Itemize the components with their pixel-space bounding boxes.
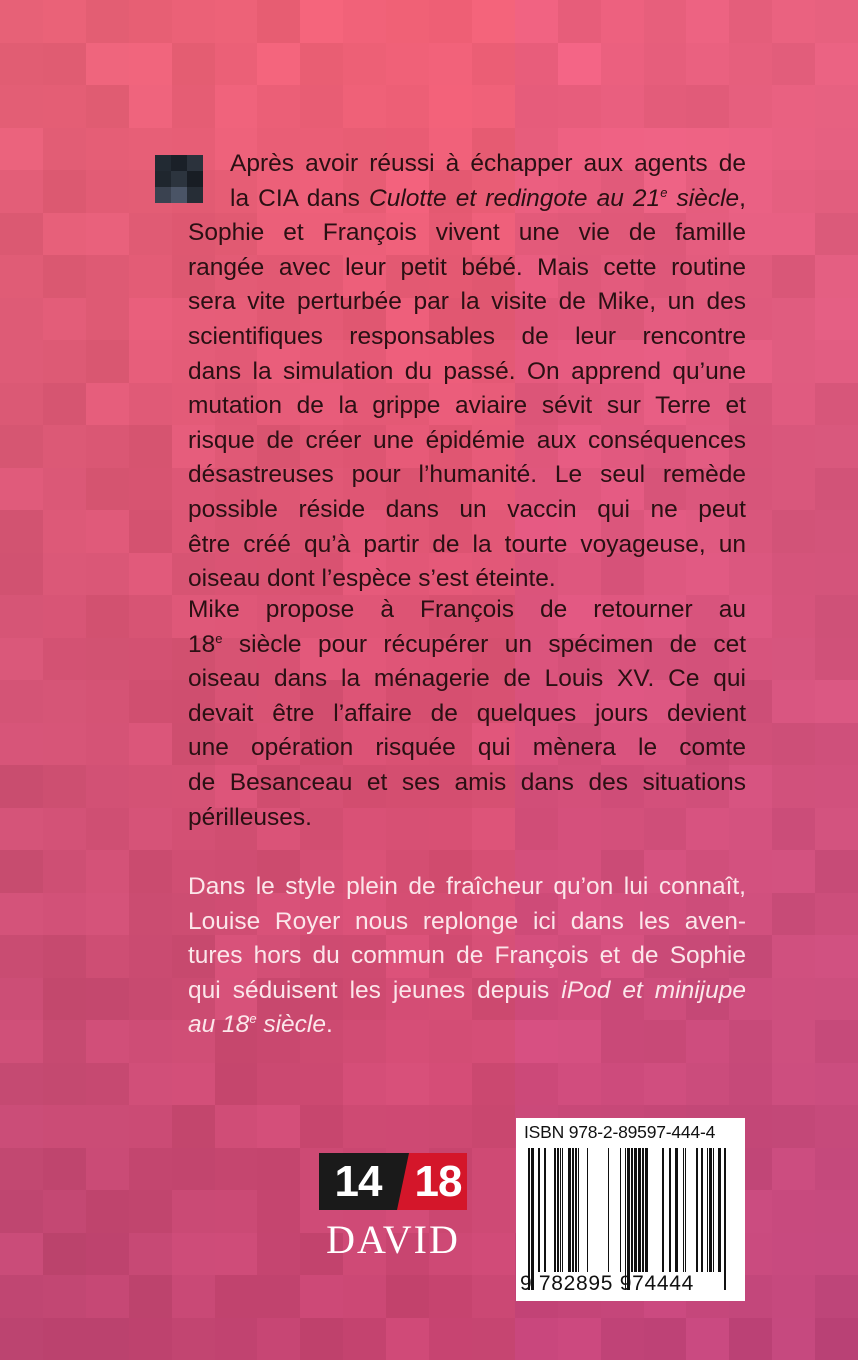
barcode-bar <box>608 1148 609 1272</box>
barcode-bar <box>568 1148 571 1272</box>
barcode-bar <box>575 1148 577 1272</box>
barcode-bar <box>638 1148 641 1272</box>
collection-number-left: 14 <box>319 1153 397 1210</box>
barcode-bar <box>627 1148 630 1290</box>
barcode-bar <box>642 1148 644 1272</box>
barcode-bar <box>528 1148 530 1290</box>
barcode-bar <box>724 1148 726 1290</box>
text-line: oiseau dans la ménagerie de Louis XV. Ce qui <box>188 665 746 693</box>
barcode-bar <box>709 1148 712 1272</box>
synopsis-paragraph-2 <box>188 593 746 835</box>
text-line: être créé qu’à partir de la tourte voyageuse, un <box>188 530 746 558</box>
collection-number-right: 18 <box>409 1153 467 1210</box>
text-line: au 18e siècle. <box>188 1011 333 1039</box>
barcode-bar <box>587 1148 588 1272</box>
author-paragraph <box>188 870 746 1043</box>
barcode-bar <box>713 1148 714 1272</box>
barcode-bar <box>562 1148 563 1272</box>
text-line: la CIA dans Culotte et redingote au 21e siècle, <box>230 184 746 212</box>
text-line: sera vite perturbée par la visite de Mike, un des <box>188 288 746 316</box>
barcode-bar <box>685 1148 686 1272</box>
publisher-name: DAVID <box>326 1217 460 1262</box>
text-line: Mike propose à François de retourner au <box>188 596 746 623</box>
text-line: mutation de la grippe aviaire sévit sur Terre et <box>188 392 746 420</box>
barcode-bar <box>662 1148 664 1272</box>
barcode-bar <box>675 1148 678 1272</box>
text-line: possible réside dans un vaccin qui ne peut <box>188 495 746 523</box>
text-line: désastreuses pour l’humanité. Le seul remède <box>188 461 746 489</box>
barcode-bar <box>631 1148 633 1272</box>
barcode-bar <box>718 1148 721 1272</box>
collection-badge <box>319 1153 467 1210</box>
text-line: Après avoir réussi à échapper aux agents de <box>230 150 746 177</box>
barcode-bar <box>557 1148 559 1272</box>
isbn-barcode <box>516 1118 745 1301</box>
barcode-bar <box>683 1148 684 1272</box>
barcode-bar <box>578 1148 579 1272</box>
text-line: Louise Royer nous replonge ici dans les aven- <box>188 907 746 935</box>
text-line: devait être l’affaire de quelques jours devient <box>188 699 746 727</box>
text-line: qui séduisent les jeunes depuis iPod et minijupe <box>188 976 746 1004</box>
text-line: Sophie et François vivent une vie de famille <box>188 219 746 247</box>
barcode-bar <box>707 1148 708 1272</box>
barcode-bar <box>560 1148 561 1272</box>
text-line: de Besanceau et ses amis dans des situations <box>188 768 746 796</box>
isbn-label: ISBN 978-2-89597-444-4 <box>524 1122 716 1142</box>
text-line: scientifiques responsables de leur rencontre <box>188 322 746 350</box>
barcode-bar <box>634 1148 637 1272</box>
text-line: risque de créer une épidémie aux conséquences <box>188 426 746 454</box>
barcode-bar <box>696 1148 698 1272</box>
barcode-bar <box>669 1148 671 1272</box>
barcode-bar <box>625 1148 626 1290</box>
barcode-bar <box>538 1148 540 1272</box>
logo-slash <box>397 1153 409 1210</box>
text-line: rangée avec leur petit bébé. Mais cette routine <box>188 253 746 281</box>
synopsis-paragraph-1 <box>188 147 746 597</box>
barcode-bar <box>554 1148 556 1272</box>
barcode-bar <box>701 1148 703 1272</box>
text-line: Dans le style plein de fraîcheur qu’on lui connaît, <box>188 873 746 900</box>
text-line: tures hors du commun de François et de Sophie <box>188 942 746 970</box>
ean-digits: 9 782895 974444 <box>520 1272 694 1295</box>
barcode-bar <box>544 1148 546 1272</box>
text-line: une opération risquée qui mènera le comte <box>188 734 746 762</box>
barcode-bar <box>572 1148 574 1272</box>
text-line: périlleuses. <box>188 803 312 831</box>
text-line: oiseau dont l’espèce s’est éteinte. <box>188 565 556 593</box>
barcode-bar <box>645 1148 648 1272</box>
barcode-bar <box>531 1148 534 1290</box>
publisher-logo <box>319 1153 467 1264</box>
text-line: dans la simulation du passé. On apprend qu’une <box>188 357 746 385</box>
text-line: 18e siècle pour récupérer un spécimen de cet <box>188 630 746 658</box>
barcode-bar <box>620 1148 621 1272</box>
